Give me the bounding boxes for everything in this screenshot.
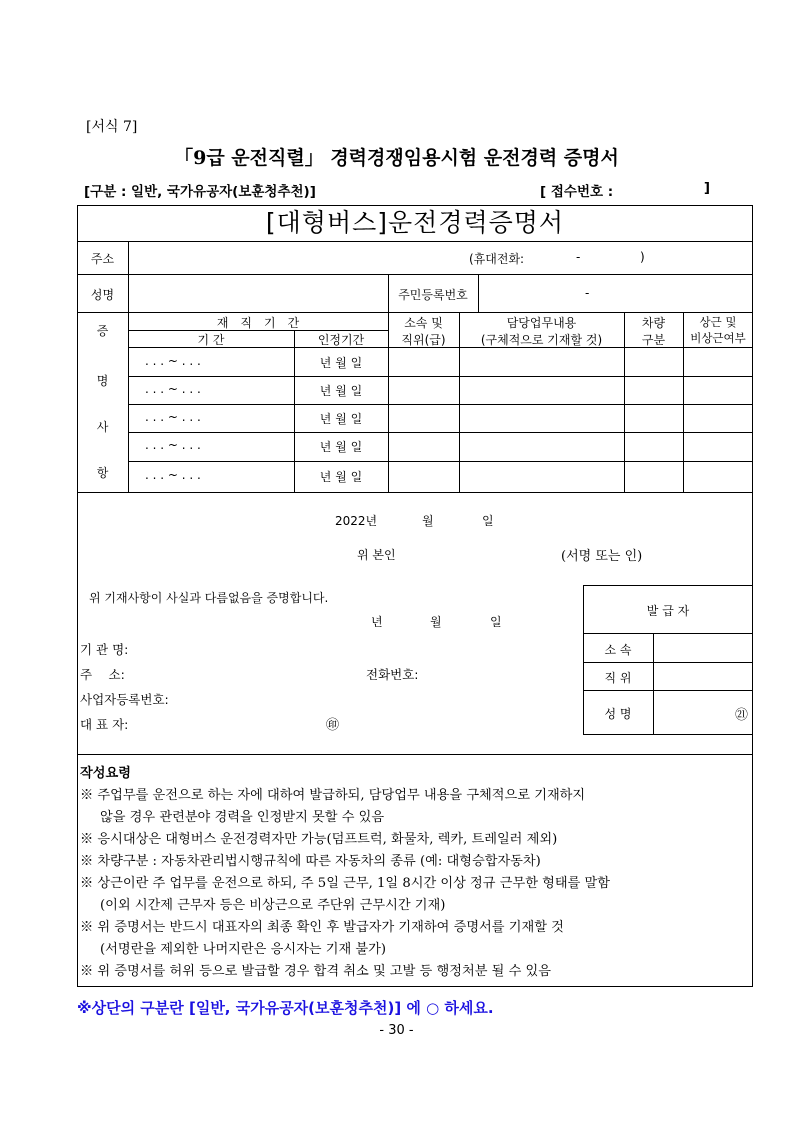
divider: [128, 404, 753, 405]
period-field[interactable]: . . . ~ . . .: [145, 354, 201, 368]
form-reference: [서식 7]: [86, 119, 138, 135]
address-label: 주소: [90, 252, 115, 266]
bizno-label: 사업자등록번호:: [80, 692, 169, 707]
issuer-position-label: 직 위: [604, 671, 632, 685]
proof-char: 증: [96, 324, 109, 338]
seal-icon: ㊞: [326, 718, 340, 733]
phone-label: 전화번호:: [366, 667, 419, 682]
affiliation-header: 소속 및 직위(급): [401, 316, 446, 347]
period-field[interactable]: . . . ~ . . .: [145, 468, 201, 482]
duty-header: 담당업무내용 (구체적으로 기재할 것): [480, 316, 603, 347]
fulltime-header: 상근 및 비상근여부: [690, 315, 746, 345]
certify-text: 위 기재사항이 사실과 다름없음을 증명합니다.: [89, 591, 329, 605]
proof-char: 항: [96, 466, 109, 480]
divider: [388, 274, 389, 492]
cert-year: 년: [371, 615, 383, 629]
issuer-label: 발 급 자: [646, 604, 690, 618]
guide-item: 않을 경우 관련분야 경력을 인정받지 못할 수 있음: [100, 810, 385, 825]
mobile-close: ): [640, 250, 645, 264]
guide-item: (서명란을 제외한 나머지란은 응시자는 기재 불가): [100, 942, 387, 957]
rrn-label: 주민등록번호: [398, 288, 468, 302]
divider: [77, 241, 753, 242]
recognized-header: 인정기간: [317, 333, 365, 347]
guide-item: ※ 응시대상은 대형버스 운전경력자만 가능(덤프트럭, 화물차, 렉카, 트레일러 제외): [80, 832, 558, 847]
guide-heading: 작성요령: [80, 766, 131, 781]
guide-item: ※ 위 증명서는 반드시 대표자의 최종 확인 후 발급자가 기재하여 증명서를 기재할 것: [80, 920, 564, 935]
address2-label: 주 소:: [80, 667, 125, 682]
period-header: 기 간: [197, 333, 225, 347]
cert-day: 일: [490, 615, 502, 629]
divider: [128, 376, 753, 377]
period-field[interactable]: . . . ~ . . .: [145, 438, 201, 452]
guide-item: ※ 상근이란 주 업무를 운전으로 하되, 주 5일 근무, 1일 8시간 이상 정규 근무한 형태를 말함: [80, 876, 611, 891]
writing-guide: [80, 763, 750, 983]
divider: [77, 754, 753, 755]
receipt-number-line: [540, 180, 710, 200]
recognized-field[interactable]: 년 월 일: [319, 384, 363, 398]
tenure-header: 재 직 기 간: [216, 316, 300, 330]
recognized-field[interactable]: 년 월 일: [319, 440, 363, 454]
org-label: 기 관 명:: [80, 642, 129, 657]
date-year: 2022년: [335, 514, 378, 528]
issuer-name-label: 성 명: [604, 707, 632, 721]
guide-item: ※ 차량구분 : 자동차관리법시행규칙에 따른 자동차의 종류 (예: 대형승합자동차): [80, 854, 541, 869]
recognized-field[interactable]: 년 월 일: [319, 356, 363, 370]
cert-month: 월: [430, 615, 442, 629]
date-month: 월: [422, 514, 434, 528]
vehicle-header: 차량 구분: [641, 316, 666, 347]
date-day: 일: [482, 514, 494, 528]
sign-or-seal: (서명 또는 인): [561, 549, 643, 564]
recognized-field[interactable]: 년 월 일: [319, 470, 363, 484]
divider: [77, 312, 753, 313]
proof-char: 사: [96, 420, 109, 434]
document-title: 「9급 운전직렬」 경력경쟁임용시험 운전경력 증명서: [174, 147, 619, 169]
guide-item: (이외 시간제 근무자 등은 비상근으로 주단위 근무시간 기재): [100, 898, 446, 913]
category-line: [구분 : 일반, 국가유공자(보훈청추천)]: [84, 184, 316, 200]
divider: [128, 241, 129, 492]
mobile-dash: -: [576, 250, 581, 264]
issuer-box: [583, 585, 753, 735]
applicant-label: 위 본인: [357, 548, 396, 562]
receipt-label: [ 접수번호 :: [540, 184, 614, 200]
receipt-close: ]: [703, 180, 710, 196]
representative-label: 대 표 자:: [80, 717, 129, 732]
divider: [128, 432, 753, 433]
divider: [77, 492, 753, 493]
guide-item: ※ 주업무를 운전으로 하는 자에 대하여 발급하되, 담당업무 내용을 구체적으로 기재하지: [80, 788, 586, 803]
page-number: - 30 -: [379, 1023, 414, 1038]
name-label: 성명: [90, 288, 115, 302]
divider: [128, 461, 753, 462]
recognized-field[interactable]: 년 월 일: [319, 412, 363, 426]
category-instruction: ※상단의 구분란 [일반, 국가유공자(보훈청추천)] 에 ○ 하세요.: [77, 999, 494, 1017]
guide-item: ※ 위 증명서를 허위 등으로 발급할 경우 합격 취소 및 고발 등 행정처분 될 수 있음: [80, 964, 551, 979]
issuer-affiliation-label: 소 속: [604, 643, 632, 657]
rrn-dash: -: [585, 286, 590, 300]
form-title: [대형버스]운전경력증명서: [265, 208, 565, 237]
proof-char: 명: [96, 374, 109, 388]
divider: [478, 274, 479, 312]
period-field[interactable]: . . . ~ . . .: [145, 382, 201, 396]
divider: [77, 274, 753, 275]
period-field[interactable]: . . . ~ . . .: [145, 410, 201, 424]
issuer-seal-icon: ㉑: [735, 708, 749, 723]
mobile-label: (휴대전화:: [469, 252, 525, 266]
